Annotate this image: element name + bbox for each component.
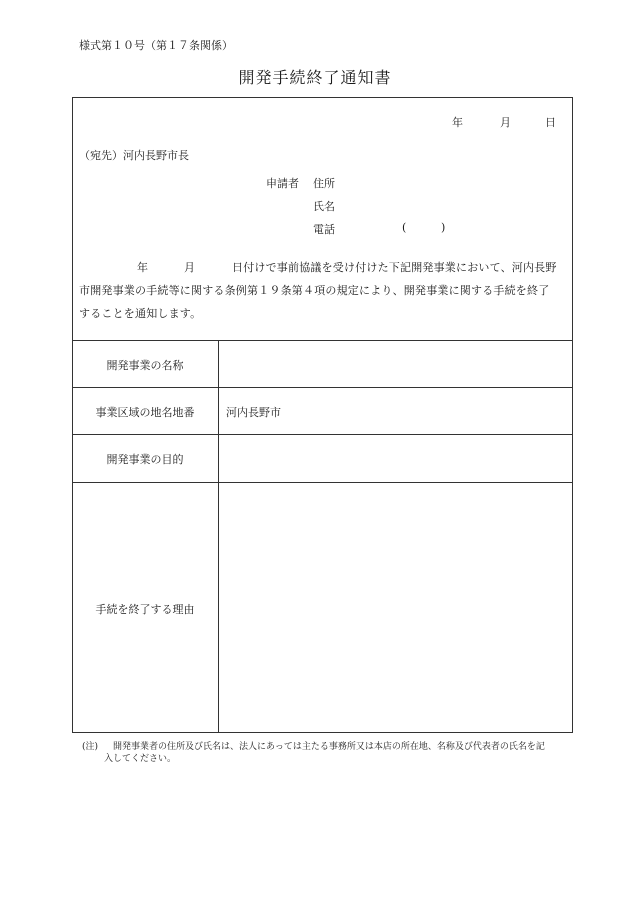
note-line2: 入してください。 xyxy=(104,754,177,764)
table-row-divider xyxy=(72,387,573,388)
body-month-label: 月 xyxy=(184,261,196,274)
row-label-purpose: 開発事業の目的 xyxy=(106,453,184,466)
note-mark: (注) xyxy=(82,742,99,752)
form-number: 様式第１０号（第１７条関係） xyxy=(79,39,233,52)
applicant-label: 申請者 xyxy=(266,177,299,190)
body-text-line2: 市開発事業の手続等に関する条例第１９条第４項の規定により、開発事業に関する手続を終了 xyxy=(79,284,550,297)
address-label: 住所 xyxy=(313,177,335,190)
table-column-divider xyxy=(218,340,219,733)
table-row-divider xyxy=(72,482,573,483)
location-value: 河内長野市 xyxy=(226,406,281,419)
row-label-termination-reason: 手続を終了する理由 xyxy=(95,603,195,616)
body-year-label: 年 xyxy=(137,261,149,274)
addressee: （宛先）河内長野市長 xyxy=(79,149,189,162)
phone-label: 電話 xyxy=(313,223,335,236)
name-label: 氏名 xyxy=(313,200,335,213)
date-year-label: 年 xyxy=(452,116,463,129)
table-row-divider xyxy=(72,434,573,435)
table-top-border xyxy=(72,340,573,341)
body-text-line1: 日付けで事前協議を受け付けた下記開発事業において、河内長野 xyxy=(232,261,557,274)
phone-paren-open: ( xyxy=(402,221,407,234)
row-label-project-name: 開発事業の名称 xyxy=(106,359,184,372)
phone-paren-close: ) xyxy=(441,221,446,234)
body-text-line3: することを通知します。 xyxy=(79,307,202,320)
date-day-label: 日 xyxy=(545,116,556,129)
date-month-label: 月 xyxy=(500,116,511,129)
row-label-location: 事業区域の地名地番 xyxy=(95,406,195,419)
document-title: 開発手続終了通知書 xyxy=(238,68,392,87)
note-line1: 開発事業者の住所及び氏名は、法人にあっては主たる事務所又は本店の所在地、名称及び代表者の氏名を記 xyxy=(113,742,545,752)
